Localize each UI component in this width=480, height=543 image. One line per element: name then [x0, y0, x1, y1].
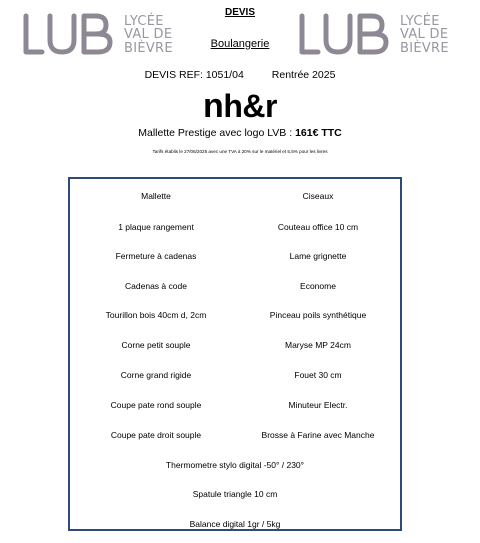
offer-line	[0, 127, 480, 139]
lvb-logo-mark	[296, 12, 394, 58]
pricing-note: Tarifs établis le 27/06/2025 avec une TVA à 20% sur le matériel et 5,5% pour les livres	[152, 149, 328, 154]
kit-item: Spatule triangle 10 cm	[192, 489, 278, 499]
kit-item: Econome	[300, 281, 336, 291]
kit-item: Couteau office 10 cm	[277, 222, 359, 232]
reference-row	[0, 69, 480, 81]
offer-label: Mallette Prestige avec logo LVB :	[138, 127, 296, 139]
kit-item: Maryse MP 24cm	[285, 340, 351, 350]
season-label: Rentrée 2025	[271, 69, 336, 81]
kit-item: Balance digital 1gr / 5kg	[189, 519, 281, 529]
kit-item: Minuteur Electr.	[288, 400, 348, 410]
kit-item: Lame grignette	[289, 251, 347, 261]
kit-item: Cadenas à code	[125, 281, 187, 291]
school-name: LYCÉE VAL DE BIÈVRE	[124, 13, 173, 56]
document-subtitle: Boulangerie	[210, 38, 270, 50]
kit-item: Coupe pate droit souple	[110, 430, 202, 440]
school-name: LYCÉE VAL DE BIÈVRE	[400, 13, 449, 56]
kit-item: Corne petit souple	[121, 340, 191, 350]
kit-contents-box	[68, 177, 402, 531]
kit-item: Fouet 30 cm	[294, 370, 342, 380]
brand-rest: h&r	[223, 88, 277, 124]
kit-item: Coupe pate rond souple	[110, 400, 202, 410]
kit-item: Mallette	[141, 191, 171, 201]
kit-item: Tourillon bois 40cm d, 2cm	[105, 310, 207, 320]
kit-item: Thermometre stylo digital -50° / 230°	[165, 460, 305, 470]
brand-logo	[0, 88, 480, 124]
document-title: DEVIS	[224, 7, 255, 18]
kit-item: Corne grand rigide	[120, 370, 192, 380]
offer-price: 161€ TTC	[295, 127, 342, 139]
kit-item: Fermeture à cadenas	[115, 251, 197, 261]
school-logo-right	[296, 12, 449, 58]
brand-initial: n	[203, 87, 224, 125]
lvb-logo-mark	[20, 12, 118, 58]
kit-item: Pinceau poils synthétique	[269, 310, 367, 320]
kit-item: Ciseaux	[302, 191, 334, 201]
school-logo-left	[20, 12, 173, 58]
quote-reference: DEVIS REF: 1051/04	[144, 69, 244, 81]
kit-item: 1 plaque rangement	[118, 222, 194, 232]
kit-item: Brosse à Farine avec Manche	[261, 430, 375, 440]
